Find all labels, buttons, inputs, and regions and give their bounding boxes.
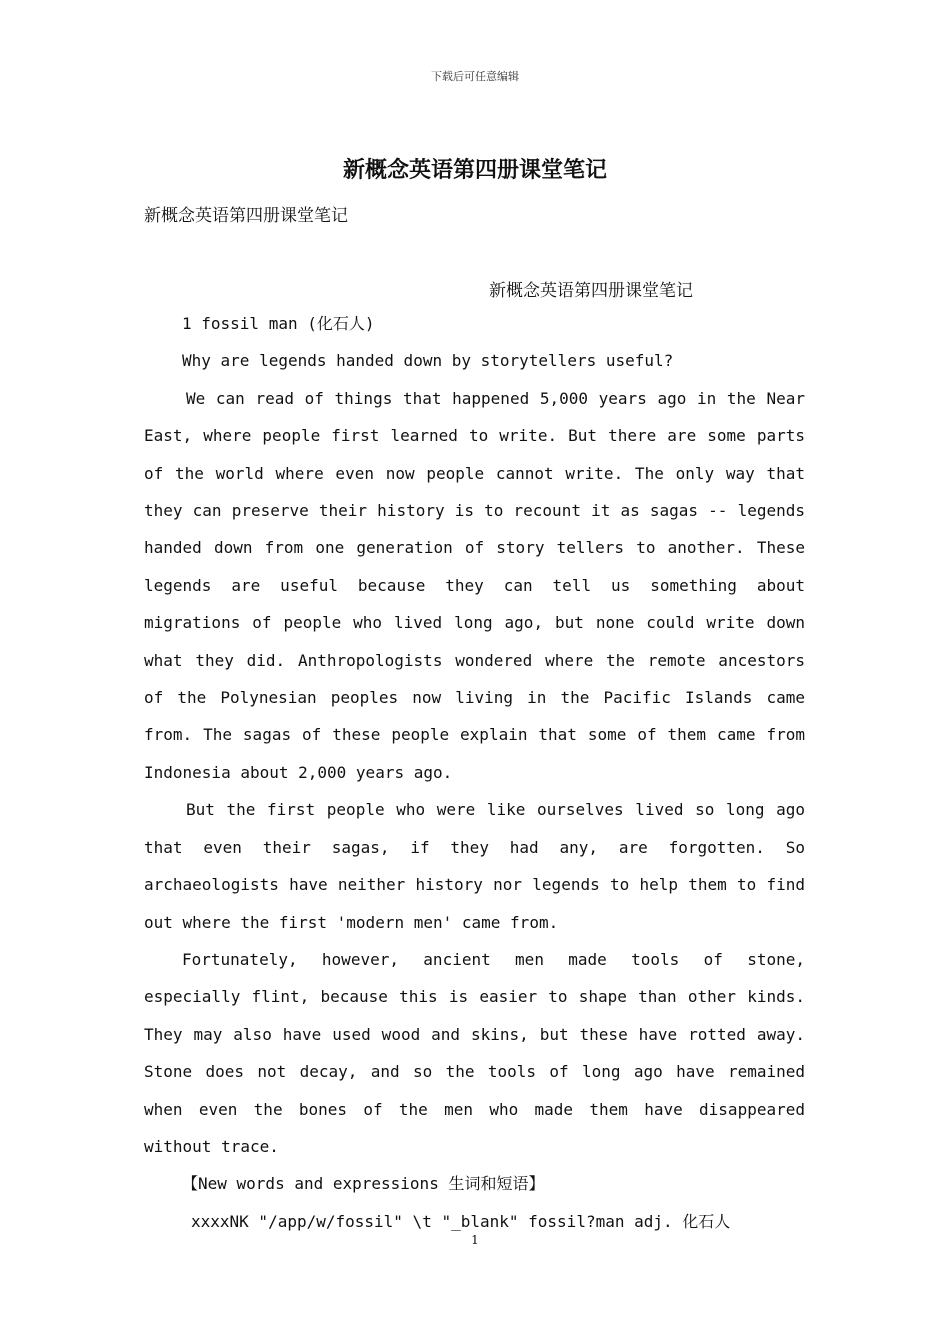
paragraph-3: Fortunately, however, ancient men made tools of stone, especially flint, because this is easier to shape than other kinds. They may also have used wood and skins, but these have rotted away. Stone does not decay, and so the tools of long ago have remained when even the bones of the men who made them have disappeared without trace.: [144, 949, 805, 1156]
paragraph-2: But the first people who were like ourselves lived so long ago that even their sagas, if they had any, are forgotten. So archaeologists have neither history nor legends to help them to find out where the first 'modern men' came from.: [144, 800, 805, 932]
lesson-question: Why are legends handed down by storytellers useful?: [182, 351, 674, 371]
body-text: [144, 305, 805, 1240]
lesson-heading: 1 fossil man (化石人): [182, 314, 375, 333]
vocab-heading: 【New words and expressions 生词和短语】: [182, 1174, 545, 1194]
subtitle-right: 新概念英语第四册课堂笔记: [489, 281, 693, 301]
paragraph-1: We can read of things that happened 5,000 years ago in the Near East, where people first learned to write. But there are some parts of the world where even now people cannot write. The only way that they can preserve their history is to recount it as sagas -- legends handed down from one generation of story tellers to another. These legends are useful because they can tell us something about migrations of people who lived long ago, but none could write down what they did. Anthropologists wondered where the remote ancestors of the Polynesian peoples now living in the Pacific Islands came from. The sagas of these people explain that some of them came from Indonesia about 2,000 years ago.: [144, 388, 805, 782]
document-title: 新概念英语第四册课堂笔记: [342, 157, 607, 183]
page-number: 1: [471, 1233, 479, 1247]
vocab-line: xxxxNK "/app/w/fossil" \t "_blank" fossil?man adj. 化石人: [191, 1211, 731, 1231]
subtitle-left: 新概念英语第四册课堂笔记: [144, 206, 348, 226]
header-note: 下载后可任意编辑: [431, 70, 519, 83]
